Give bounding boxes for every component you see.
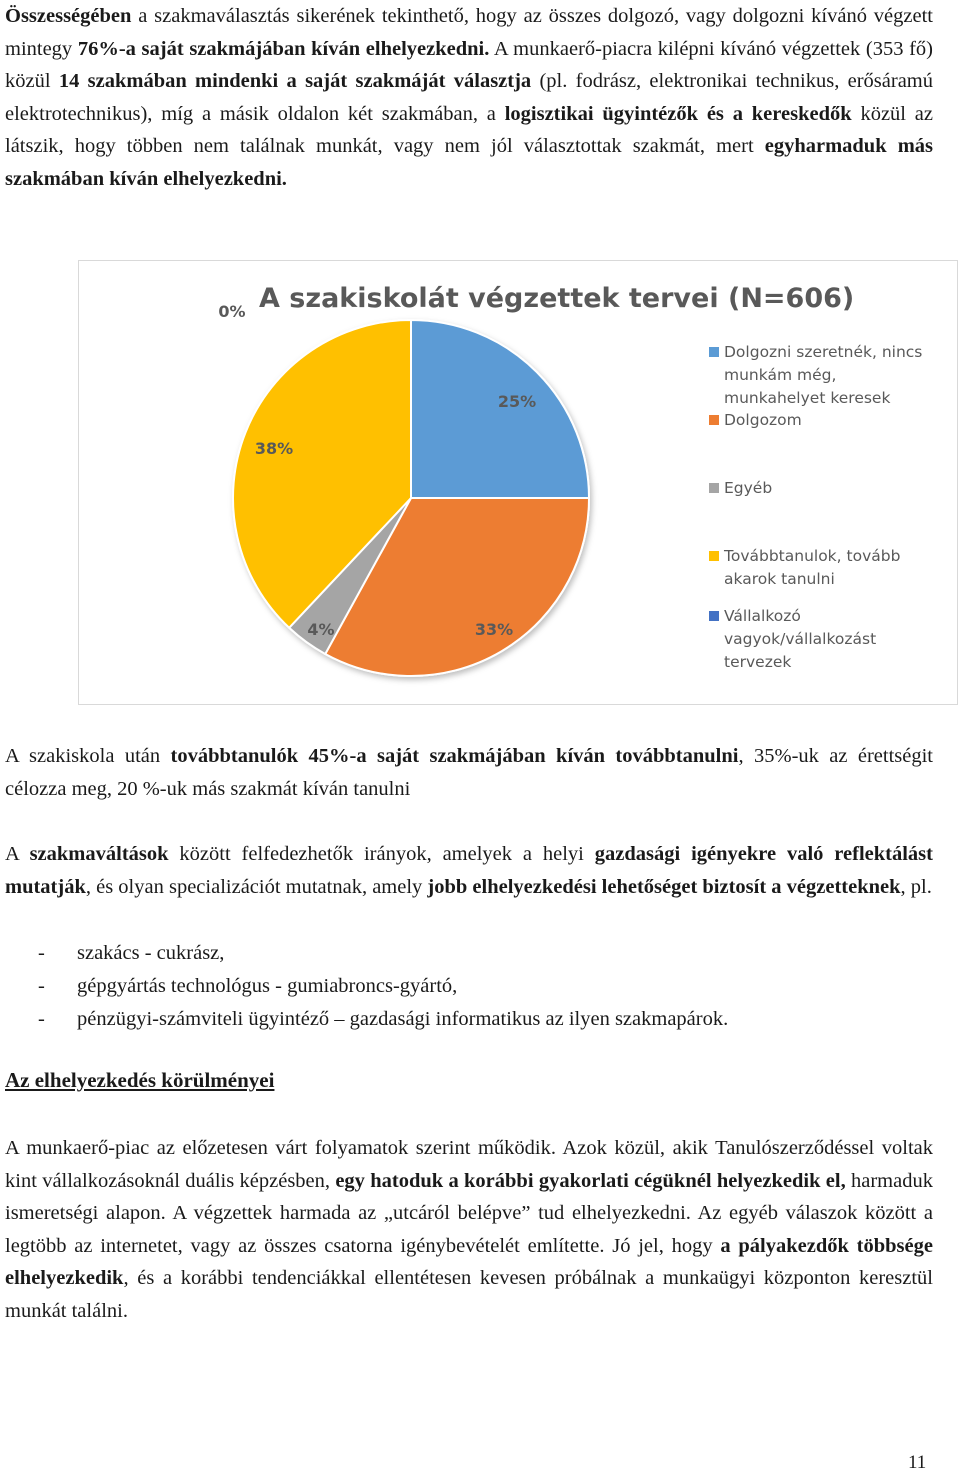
legend-swatch	[709, 611, 719, 621]
legend-entry	[709, 547, 900, 588]
list-dash: -	[38, 942, 45, 964]
text-span: A munkaerő-piac az előzetesen várt folyamatok szerint működik. Azok közül, akik Tanulószerződéssel voltak kint vállalkozásoknál duális képzésben,	[5, 1137, 933, 1192]
legend	[709, 343, 922, 671]
section-heading: Az elhelyezkedés körülményei	[5, 1068, 275, 1092]
bold-span: 14 szakmában mindenki a saját szakmáját választja	[58, 70, 532, 93]
text-span: között felfedezhetők irányok, amelyek a helyi	[168, 843, 595, 865]
legend-swatch	[709, 347, 719, 357]
legend-label: akarok tanulni	[724, 570, 835, 588]
bold-span: egy hatoduk a korábbi gyakorlati cégüknél helyezkedik el,	[335, 1169, 846, 1192]
pie-slices	[233, 320, 589, 676]
list-text: gépgyártás technológus - gumiabroncs-gyártó,	[77, 975, 458, 997]
further-education-paragraph	[5, 740, 933, 805]
text-span: A szakiskola után	[5, 745, 171, 767]
chart-title: A szakiskolát végzettek tervei (N=606)	[259, 283, 855, 314]
legend-swatch	[709, 483, 719, 493]
page-number: 11	[908, 1452, 927, 1473]
legend-label: Egyéb	[724, 479, 773, 497]
bold-span: egyharmaduk más szakmában kíván elhelyezkedni.	[5, 135, 933, 190]
legend-label: Dolgozom	[724, 411, 802, 429]
bold-span: továbbtanulók 45%-a saját szakmájában kíván továbbtanulni	[170, 745, 739, 767]
pie-chart	[79, 261, 959, 706]
list-text: pénzügyi-számviteli ügyintéző – gazdasági informatikus az ilyen szakmapárok.	[77, 1008, 729, 1030]
legend-entry	[709, 607, 876, 671]
legend-entry	[709, 343, 922, 407]
legend-label: tervezek	[724, 653, 792, 671]
list-item	[5, 970, 457, 1002]
legend-label: munkám még,	[724, 366, 837, 384]
list-dash: -	[38, 1008, 45, 1030]
pie-data-label: 4%	[307, 620, 335, 639]
text-span: A munkaerő-piacra kilépni kívánó végzettek (353 fő) közül	[5, 37, 934, 93]
text-span: , és a korábbi tendenciákkal ellentétesen kevesen próbálnak a munkaügyi központon keresztül munkát találni.	[5, 1267, 933, 1322]
legend-swatch	[709, 551, 719, 561]
career-change-paragraph	[5, 838, 933, 903]
list-text: szakács - cukrász,	[77, 942, 225, 964]
pie-data-label: 38%	[254, 439, 294, 458]
pie-data-label: 25%	[497, 392, 537, 411]
text-span: közül az látszik, hogy többen nem találnak munkát, vagy nem jól választottak szakmát, mert	[5, 102, 934, 158]
text-span: harmaduk ismeretségi alapon. A végzettek harmada az „utcáról belépve” tud elhelyezkedni. Az egyéb válaszok között a legtöbb az internetet, vagy az összes csatorna igénybevételét említette. Jó jel, hogy	[5, 1169, 933, 1257]
bold-span: 76%-a saját szakmájában kíván elhelyezkedni.	[77, 37, 490, 60]
text-span: , 35%-uk az érettségit célozza meg, 20 %-uk más szakmát kíván tanulni	[5, 745, 933, 800]
list-item	[5, 1003, 728, 1035]
pie-chart-figure	[78, 260, 958, 705]
bold-span: a pályakezdők többsége elhelyezkedik	[5, 1234, 933, 1290]
text-span: , pl.	[900, 875, 932, 898]
legend-label: Dolgozni szeretnék, nincs	[724, 343, 923, 361]
text-span: a szakmaválasztás sikerének tekinthető, hogy az összes dolgozó, vagy dolgozni kívánó végzett mintegy	[5, 5, 933, 60]
text-span: A	[5, 843, 30, 865]
text-span: (pl. fodrász, elektronikai technikus, erősáramú elektrotechnikus), míg a másik oldalon két szakmában, a	[5, 70, 933, 125]
pie-data-label: 0%	[218, 302, 246, 321]
bold-span: jobb elhelyezkedési lehetőséget biztosít a végzetteknek	[427, 875, 901, 898]
list-dash: -	[38, 975, 45, 997]
list-item	[5, 937, 224, 969]
intro-paragraph	[5, 0, 933, 196]
legend-label: Vállalkozó	[724, 607, 801, 625]
bold-span: szakmaváltások	[29, 843, 169, 865]
legend-label: Továbbtanulok, tovább	[724, 547, 901, 565]
legend-entry	[709, 479, 772, 497]
legend-entry	[709, 411, 802, 429]
bold-span: gazdasági igényekre való reflektálást mutatják	[5, 843, 933, 898]
legend-swatch	[709, 415, 719, 425]
legend-label: vagyok/vállalkozást	[724, 630, 877, 648]
text-span: , és olyan specializációt mutatnak, amely	[85, 875, 428, 898]
employment-paragraph	[5, 1132, 933, 1328]
legend-label: munkahelyet keresek	[724, 389, 891, 407]
pie-data-label: 33%	[474, 620, 514, 639]
bold-span: logisztikai ügyintézők és a kereskedők	[504, 102, 852, 125]
bold-span: Összességében	[5, 5, 132, 27]
